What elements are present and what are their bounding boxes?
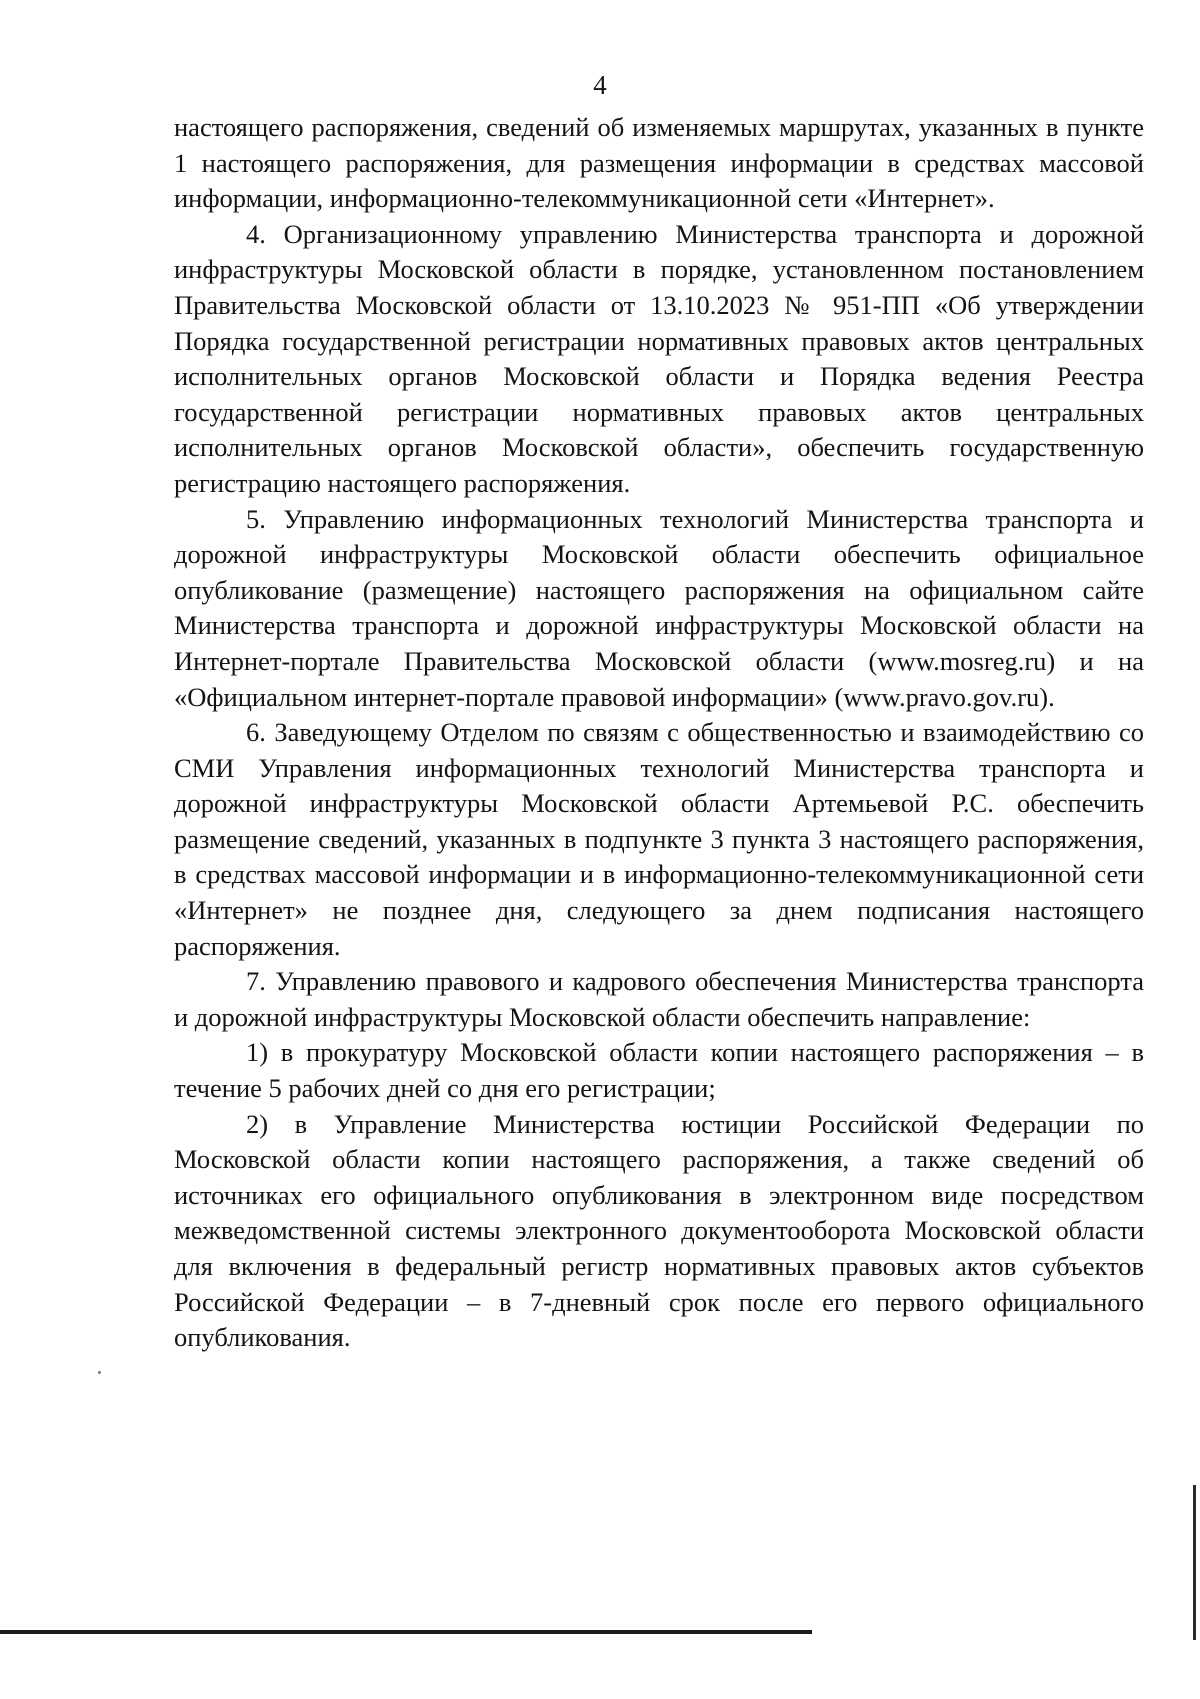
paragraph-item-7-subitem-2: 2) в Управление Министерства юстиции Российской Федерации по Московской области копии настоящего распоряжения, а также сведений об источниках его официального опубликования в электронном виде посредством межведомственной системы электронного документооборота Московской области для включения в федеральный регистр нормативных правовых актов субъектов Российской Федерации – в 7-дневный срок после его первого официального опубликования.	[174, 1108, 1144, 1353]
document-body	[174, 110, 1144, 1356]
paragraph-item-6: 6. Заведующему Отделом по связям с общественностью и взаимодействию со СМИ Управления информационных технологий Министерства транспорта и дорожной инфраструктуры Московской области Артемьевой Р.С. обеспечить размещение сведений, указанных в подпункте 3 пункта 3 настоящего распоряжения, в средствах массовой информации и в информационно-телекоммуникационной сети «Интернет» не позднее дня, следующего за днем подписания настоящего распоряжения.	[174, 717, 1144, 961]
paragraph-item-5: 5. Управлению информационных технологий Министерства транспорта и дорожной инфраструктуры Московской области обеспечить официальное опубликование (размещение) настоящего распоряжения на официальном сайте Министерства транспорта и дорожной инфраструктуры Московской области на Интернет-портале Правительства Московской области (www.mosreg.ru) и на «Официальном интернет-портале правовой информации» (www.pravo.gov.ru).	[174, 503, 1144, 712]
paragraph-item-4: 4. Организационному управлению Министерства транспорта и дорожной инфраструктуры Московской области в порядке, установленном постановлением Правительства Московской области от 13.10.2023 № 951-ПП «Об утверждении Порядка государственной регистрации нормативных правовых актов центральных исполнительных органов Московской области и Порядка ведения Реестра государственной регистрации нормативных правовых актов центральных исполнительных органов Московской области», обеспечить государственную регистрацию настоящего распоряжения.	[174, 218, 1144, 498]
paragraph-item-7: 7. Управлению правового и кадрового обеспечения Министерства транспорта и дорожной инфраструктуры Московской области обеспечить направление:	[174, 966, 1144, 1032]
scan-bottom-edge-line	[0, 1630, 812, 1634]
paragraph-continuation: настоящего распоряжения, сведений об изменяемых маршрутах, указанных в пункте 1 настоящего распоряжения, для размещения информации в средствах массовой информации, информационно-телекоммуникационной сети «Интернет».	[174, 112, 1144, 214]
scan-right-edge-mark	[1193, 1485, 1196, 1640]
page-number: 4	[593, 70, 607, 100]
paragraph-item-7-subitem-1: 1) в прокуратуру Московской области копии настоящего распоряжения – в течение 5 рабочих дней со дня его регистрации;	[174, 1037, 1144, 1104]
scan-speck	[98, 1371, 101, 1374]
